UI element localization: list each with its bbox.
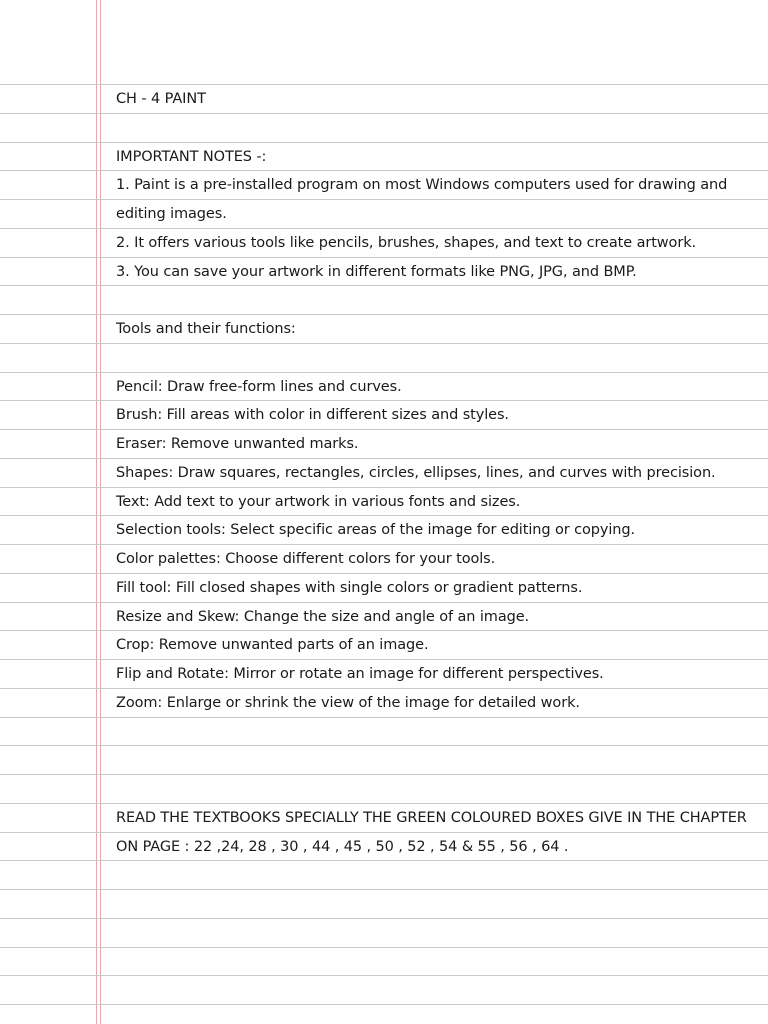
note-line: CH - 4 PAINT: [116, 91, 206, 107]
note-line: Shapes: Draw squares, rectangles, circles, ellipses, lines, and curves with precision.: [116, 465, 716, 481]
note-line: Text: Add text to your artwork in various fonts and sizes.: [116, 494, 521, 510]
note-line: ON PAGE : 22 ,24, 28 , 30 , 44 , 45 , 50 , 52 , 54 & 55 , 56 , 64 .: [116, 839, 569, 855]
blank-line: [116, 286, 756, 314]
note-line: Zoom: Enlarge or shrink the view of the image for detailed work.: [116, 695, 580, 711]
note-line: 2. It offers various tools like pencils, brushes, shapes, and text to create artwork.: [116, 235, 696, 251]
ruled-line: [0, 889, 768, 890]
note-line: 1. Paint is a pre-installed program on most Windows computers used for drawing and: [116, 177, 728, 193]
note-line: Tools and their functions:: [116, 321, 296, 337]
blank-line: [116, 344, 756, 372]
note-line: 3. You can save your artwork in different formats like PNG, JPG, and BMP.: [116, 264, 637, 280]
note-line: Color palettes: Choose different colors for your tools.: [116, 551, 496, 567]
note-line: Crop: Remove unwanted parts of an image.: [116, 637, 429, 653]
ruled-line: [0, 947, 768, 948]
note-line: Flip and Rotate: Mirror or rotate an image for different perspectives.: [116, 666, 604, 682]
note-line: Brush: Fill areas with color in different sizes and styles.: [116, 407, 509, 423]
blank-line: [116, 114, 756, 142]
note-line: Resize and Skew: Change the size and angle of an image.: [116, 609, 530, 625]
note-line: editing images.: [116, 206, 227, 222]
ruled-line: [0, 975, 768, 976]
blank-line: [116, 746, 756, 774]
note-line: IMPORTANT NOTES -:: [116, 149, 267, 165]
blank-line: [116, 718, 756, 746]
margin-line-left: [96, 0, 97, 1024]
note-line: READ THE TEXTBOOKS SPECIALLY THE GREEN COLOURED BOXES GIVE IN THE CHAPTER: [116, 810, 747, 826]
blank-line: [116, 775, 756, 803]
ruled-line: [0, 1004, 768, 1005]
note-line: Eraser: Remove unwanted marks.: [116, 436, 359, 452]
margin-line-right: [100, 0, 101, 1024]
ruled-line: [0, 918, 768, 919]
note-line: Selection tools: Select specific areas of the image for editing or copying.: [116, 522, 635, 538]
note-line: Pencil: Draw free-form lines and curves.: [116, 379, 402, 395]
note-line: Fill tool: Fill closed shapes with single colors or gradient patterns.: [116, 580, 583, 596]
